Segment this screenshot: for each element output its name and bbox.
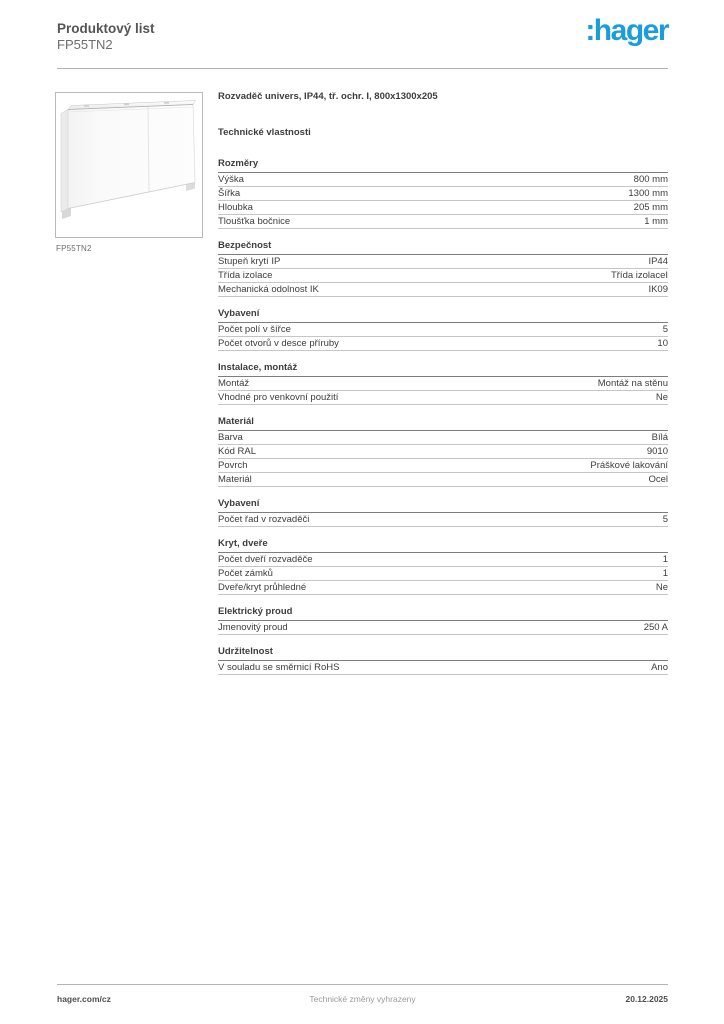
footer-divider (57, 984, 668, 985)
footer (57, 994, 668, 1004)
spec-row (218, 621, 668, 635)
spec-label: Barva (218, 432, 243, 443)
footer-disclaimer: Technické změny vyhrazeny (309, 994, 416, 1004)
spec-row (218, 201, 668, 215)
footer-website-link[interactable]: hager.com/cz (57, 994, 111, 1004)
spec-section (218, 362, 668, 405)
spec-value: Ano (651, 662, 668, 673)
spec-label: Počet dveří rozvaděče (218, 554, 313, 565)
product-description: Rozvaděč univers, IP44, tř. ochr. I, 800x1300x205 (218, 91, 438, 102)
product-image-caption: FP55TN2 (56, 244, 92, 253)
spec-value: Ocel (648, 474, 668, 485)
spec-label: Počet zámků (218, 568, 273, 579)
spec-label: Dveře/kryt průhledné (218, 582, 307, 593)
spec-label: Šířka (218, 188, 241, 199)
spec-value: IP44 (648, 256, 668, 267)
spec-row (218, 661, 668, 675)
spec-section (218, 416, 668, 487)
spec-row (218, 473, 668, 487)
spec-value: Ne (655, 582, 668, 593)
spec-section-title: Udržitelnost (218, 646, 668, 661)
spec-value: 800 mm (633, 174, 668, 185)
spec-row (218, 269, 668, 283)
spec-section-title: Kryt, dveře (218, 538, 668, 553)
spec-value: 9010 (646, 446, 668, 457)
spec-value: Bílá (651, 432, 668, 443)
spec-label: Povrch (218, 460, 248, 471)
spec-label: Montáž (218, 378, 250, 389)
specs-heading: Technické vlastnosti (218, 127, 311, 138)
spec-row (218, 187, 668, 201)
spec-section (218, 498, 668, 527)
spec-label: Stupeň krytí IP (218, 256, 281, 267)
spec-value: 1 mm (644, 216, 668, 227)
spec-label: Vhodné pro venkovní použití (218, 392, 339, 403)
spec-value: 1 (662, 568, 668, 579)
spec-value: 205 mm (633, 202, 668, 213)
spec-value: Práškové lakování (590, 460, 668, 471)
header-divider (57, 68, 668, 69)
spec-section (218, 308, 668, 351)
spec-label: Kód RAL (218, 446, 257, 457)
spec-label: Mechanická odolnost IK (218, 284, 319, 295)
spec-row (218, 391, 668, 405)
header (57, 14, 668, 53)
spec-sections (218, 158, 668, 675)
spec-value: Ne (655, 392, 668, 403)
spec-row (218, 255, 668, 269)
spec-section-title: Vybavení (218, 308, 668, 323)
product-code: FP55TN2 (57, 37, 113, 52)
spec-label: Tloušťka bočnice (218, 216, 291, 227)
spec-section-title: Materiál (218, 416, 668, 431)
enclosure-cabinet-illustration (56, 93, 202, 237)
spec-label: Počet otvorů v desce příruby (218, 338, 339, 349)
spec-value: 5 (662, 324, 668, 335)
spec-row (218, 567, 668, 581)
spec-row (218, 283, 668, 297)
spec-section (218, 606, 668, 635)
spec-value: Montáž na stěnu (597, 378, 668, 389)
spec-row (218, 337, 668, 351)
spec-label: Jmenovitý proud (218, 622, 288, 633)
hager-logo: :hager (585, 14, 668, 47)
spec-row (218, 431, 668, 445)
spec-section (218, 240, 668, 297)
spec-row (218, 173, 668, 187)
spec-section (218, 646, 668, 675)
spec-row (218, 459, 668, 473)
spec-label: Třída izolace (218, 270, 273, 281)
spec-value: 1 (662, 554, 668, 565)
spec-section-title: Rozměry (218, 158, 668, 173)
spec-row (218, 445, 668, 459)
spec-label: Hloubka (218, 202, 253, 213)
spec-value: 10 (657, 338, 668, 349)
spec-row (218, 553, 668, 567)
spec-value: 250 A (643, 622, 668, 633)
spec-row (218, 323, 668, 337)
footer-date: 20.12.2025 (625, 994, 669, 1004)
page-title: Produktový list (57, 21, 155, 36)
spec-row (218, 377, 668, 391)
spec-row (218, 215, 668, 229)
spec-section-title: Instalace, montáž (218, 362, 668, 377)
spec-label: Materiál (218, 474, 252, 485)
spec-value: 1300 mm (628, 188, 668, 199)
spec-value: IK09 (648, 284, 668, 295)
spec-row (218, 513, 668, 527)
spec-label: Počet polí v šířce (218, 324, 291, 335)
spec-row (218, 581, 668, 595)
spec-label: Počet řad v rozvaděči (218, 514, 310, 525)
spec-value: 5 (662, 514, 668, 525)
spec-section (218, 538, 668, 595)
spec-section-title: Bezpečnost (218, 240, 668, 255)
spec-label: V souladu se směrnicí RoHS (218, 662, 340, 673)
spec-label: Výška (218, 174, 244, 185)
spec-section-title: Elektrický proud (218, 606, 668, 621)
product-image-frame (55, 92, 203, 238)
spec-section (218, 158, 668, 229)
spec-section-title: Vybavení (218, 498, 668, 513)
specs-column (218, 91, 668, 686)
spec-value: Třída izolaceI (610, 270, 668, 281)
